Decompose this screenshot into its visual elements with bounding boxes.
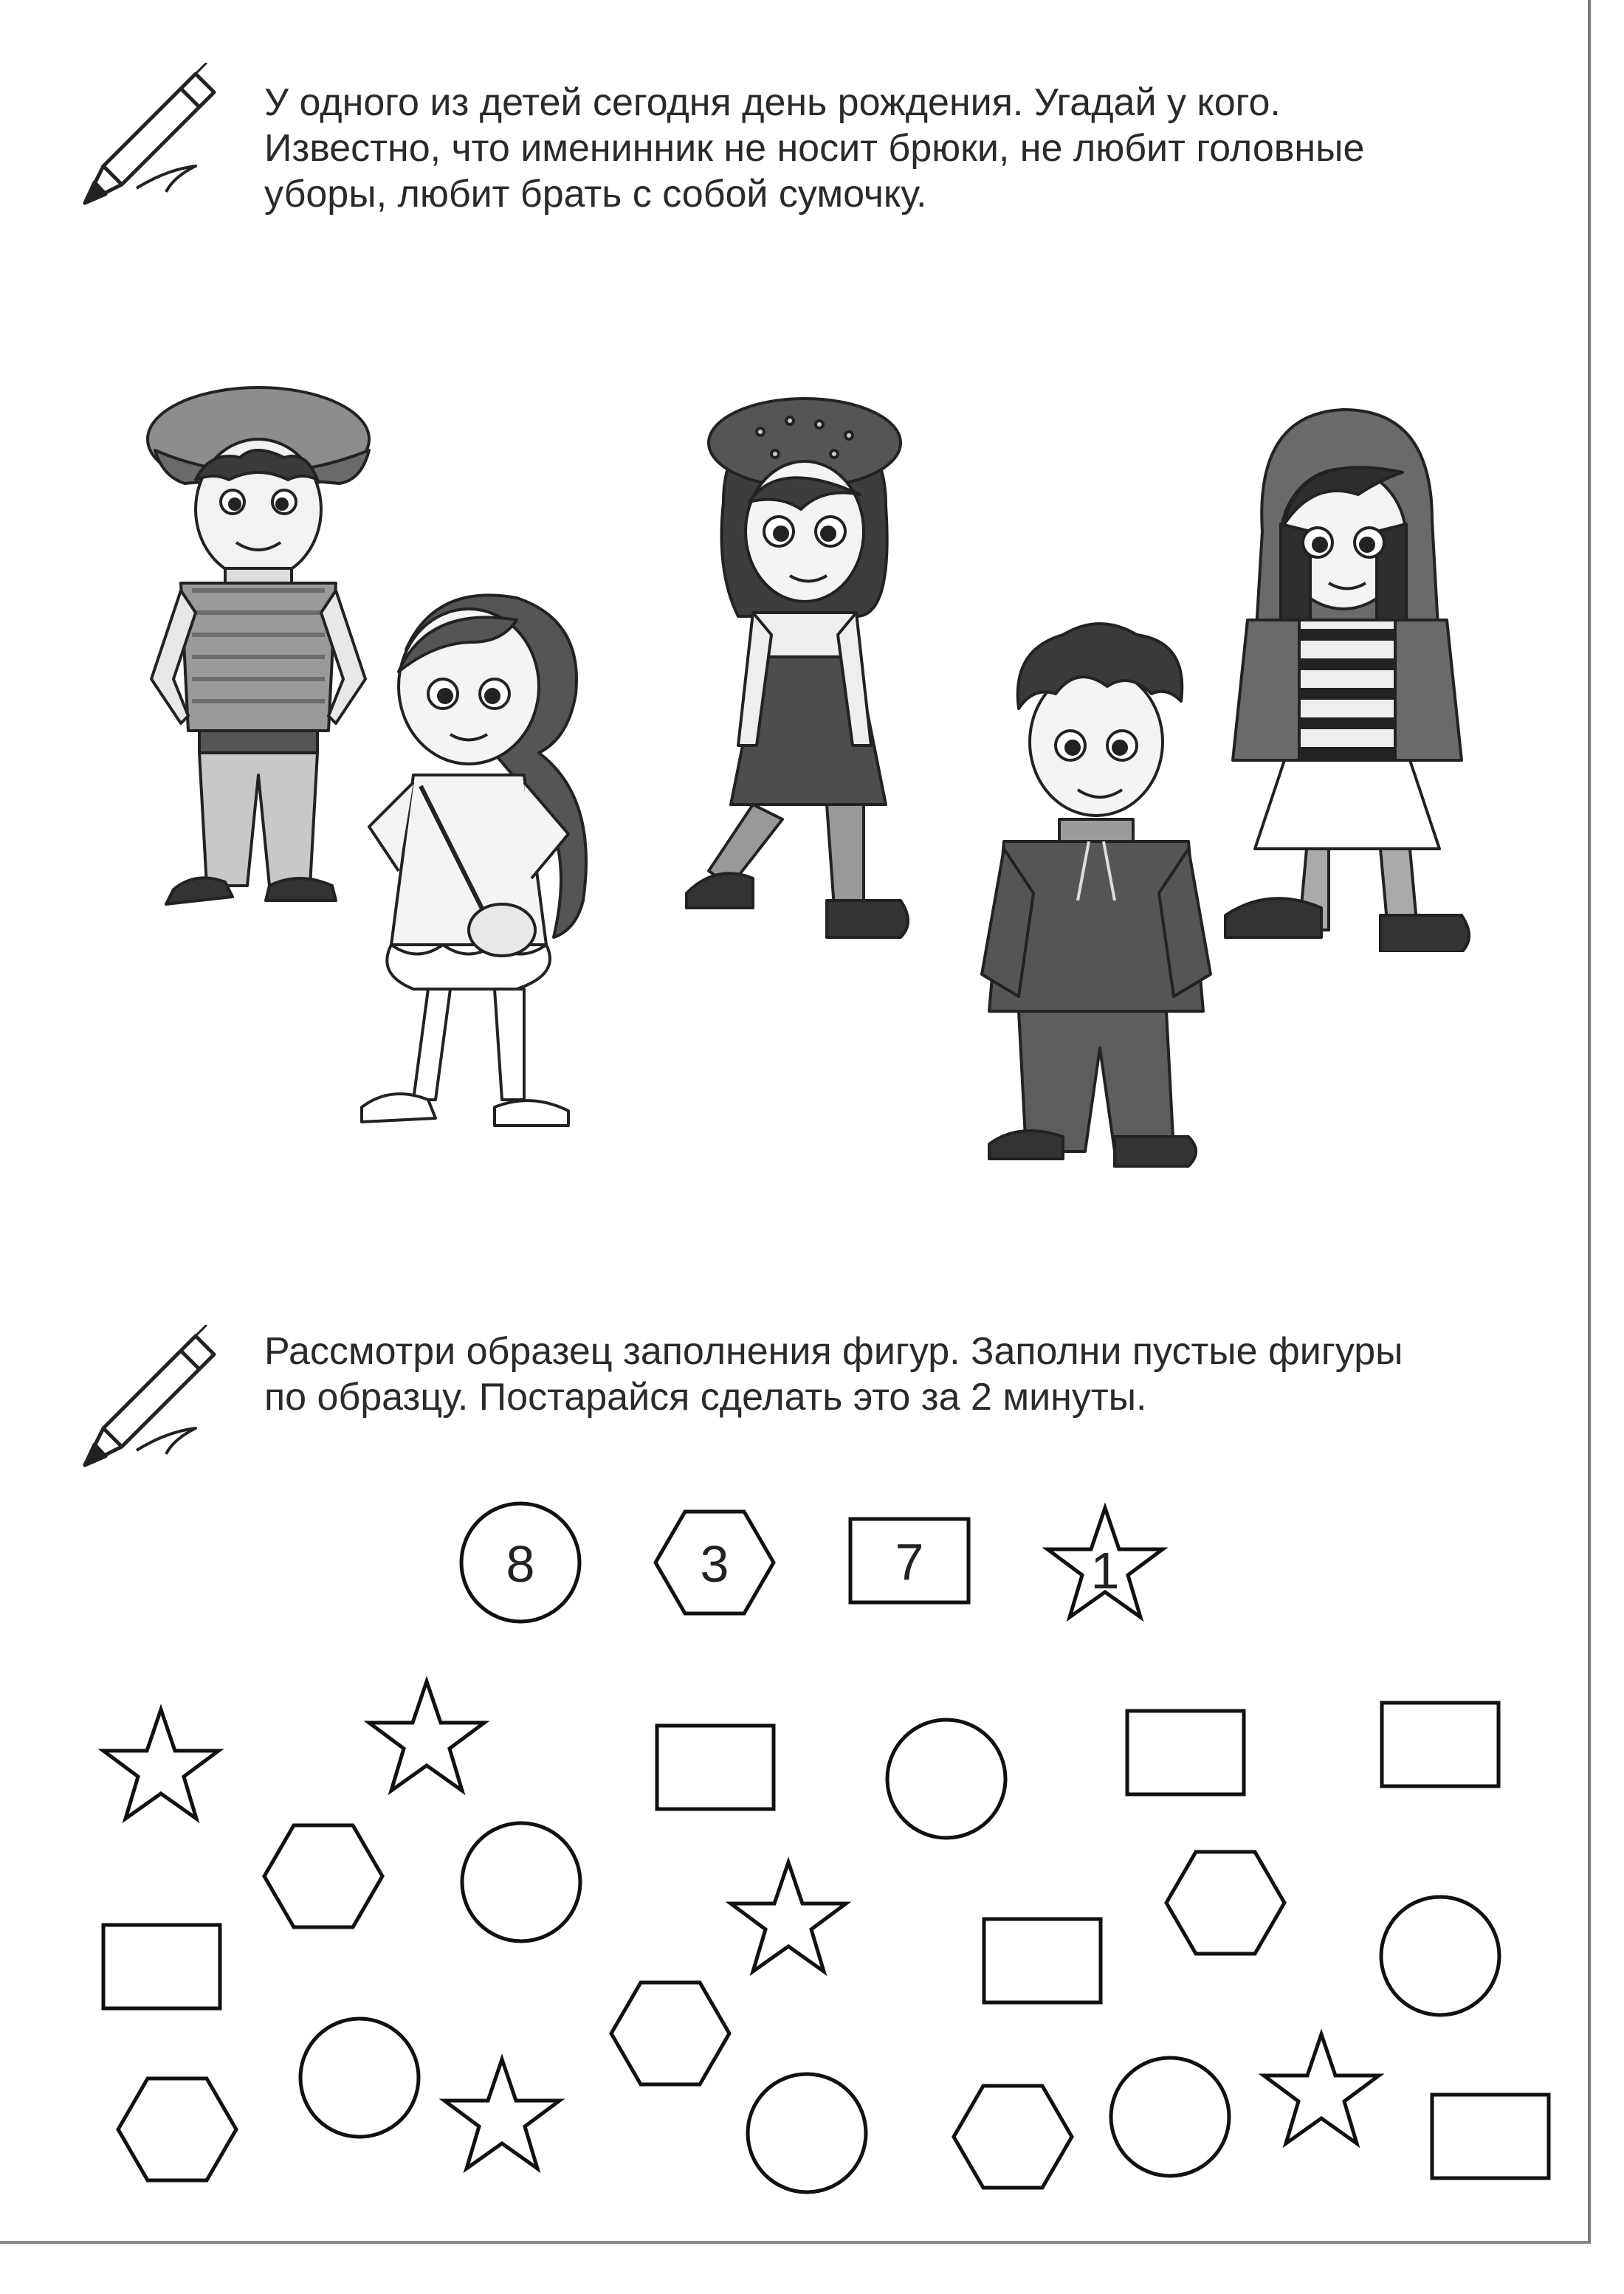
- empty-circle[interactable]: [300, 2019, 419, 2137]
- empty-hexagon[interactable]: [611, 1983, 729, 2084]
- empty-circle[interactable]: [1111, 2058, 1229, 2176]
- sample-number-star: 1: [1090, 1542, 1120, 1599]
- task2-line: Рассмотри образец заполнения фигур. Заполни пустые фигуры: [264, 1330, 1403, 1373]
- empty-star[interactable]: [1264, 2034, 1379, 2143]
- task1-line: уборы, любит брать с собой сумочку.: [264, 173, 927, 216]
- empty-rectangle[interactable]: [1432, 2095, 1549, 2178]
- empty-circle[interactable]: [462, 1823, 580, 1941]
- empty-star[interactable]: [444, 2059, 560, 2169]
- sample-number-hexagon: 3: [700, 1535, 729, 1593]
- task1-line: У одного из детей сегодня день рождения. Угадай у кого.: [264, 81, 1281, 124]
- empty-star[interactable]: [731, 1862, 846, 1971]
- empty-hexagon[interactable]: [118, 2078, 236, 2180]
- task1-line: Известно, что именинник не носит брюки, не любит головные: [264, 127, 1365, 170]
- empty-hexagon[interactable]: [1166, 1852, 1284, 1954]
- empty-rectangle[interactable]: [1382, 1703, 1499, 1786]
- sample-number-circle: 8: [506, 1535, 535, 1593]
- empty-hexagon[interactable]: [264, 1825, 382, 1927]
- sample-number-rectangle: 7: [895, 1533, 924, 1591]
- empty-rectangle[interactable]: [984, 1919, 1101, 2002]
- empty-circle[interactable]: [748, 2074, 866, 2192]
- empty-star[interactable]: [369, 1681, 484, 1791]
- empty-rectangle[interactable]: [103, 1925, 220, 2008]
- empty-star[interactable]: [103, 1709, 219, 1819]
- empty-rectangle[interactable]: [657, 1726, 774, 1809]
- empty-circle[interactable]: [1381, 1897, 1499, 2015]
- empty-hexagon[interactable]: [954, 2086, 1072, 2188]
- empty-circle[interactable]: [887, 1720, 1005, 1838]
- task2-line: по образцу. Постарайся сделать это за 2 минуты.: [264, 1376, 1147, 1419]
- empty-rectangle[interactable]: [1127, 1711, 1244, 1794]
